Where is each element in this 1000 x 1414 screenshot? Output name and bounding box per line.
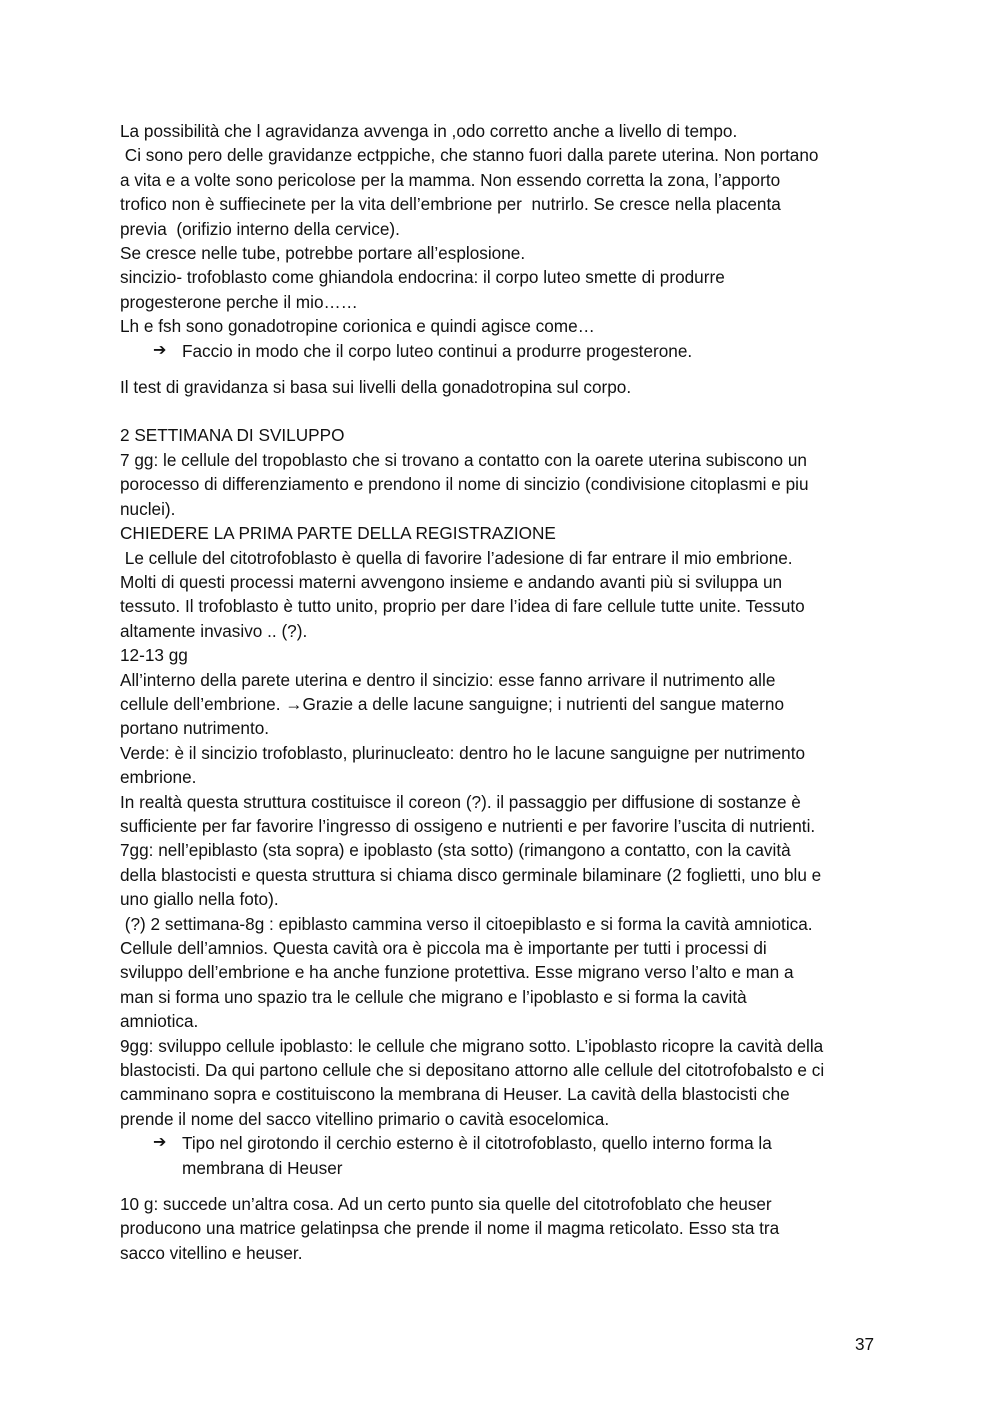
text-line: Lh e fsh sono gonadotropine corionica e quindi agisce come…	[120, 316, 595, 337]
bullet-text: Faccio in modo che il corpo luteo continui a produrre progesterone.	[182, 340, 693, 361]
arrow-bullet-item	[120, 1131, 890, 1180]
text-line: In realtà questa struttura costituisce il coreon (?). il passaggio per diffusione di sostanze è	[120, 791, 801, 812]
text-line: Cellule dell’amnios. Questa cavità ora è piccola ma è importante per tutti i processi di	[120, 938, 767, 958]
text-line: Le cellule del citotrofoblasto è quella di favorire l’adesione di far entrare il mio embrione.	[120, 547, 793, 568]
text-line: altamente invasivo .. (?).	[120, 620, 308, 641]
text-line: Verde: è il sincizio trofoblasto, plurinucleato: dentro ho le lacune sanguigne per nutrimento	[120, 742, 806, 763]
text-line: Molti di questi processi materni avvengono insieme e andando avanti più si sviluppa un	[120, 571, 783, 592]
paragraph-intro	[120, 119, 890, 339]
arrow-right-icon: ➔	[153, 1134, 167, 1152]
text-line: tessuto. Il trofoblasto è tutto unito, proprio per dare l’idea di fare cellule tutte unite. Tessuto	[120, 596, 805, 617]
text-line: 10 g: succede un’altra cosa. Ad un certo punto sia quelle del citotrofoblato che heuser	[120, 1194, 772, 1215]
document-page	[120, 119, 890, 1265]
text-line: 12-13 gg	[120, 645, 188, 666]
text-line: blastocisti. Da qui partono cellule che si depositano attorno alle cellule del citotrofobalsto e ci	[120, 1060, 825, 1081]
text-line: della blastocisti e questa struttura si chiama disco germinale bilaminare (2 foglietti, uno blu e	[120, 864, 822, 885]
section-heading: 2 SETTIMANA DI SVILUPPO	[120, 425, 345, 446]
text-line: Se cresce nelle tube, potrebbe portare all’esplosione.	[120, 243, 526, 264]
text-line: portano nutrimento.	[120, 718, 270, 739]
text-line: 7 gg: le cellule del tropoblasto che si trovano a contatto con la oarete uterina subiscono un	[120, 449, 807, 470]
text-line: CHIEDERE LA PRIMA PARTE DELLA REGISTRAZIONE	[120, 523, 556, 544]
text-line: Ci sono pero delle gravidanze ectppiche, che stanno fuori dalla parete uterina. Non portano	[120, 145, 819, 166]
bullet-text: membrana di Heuser	[182, 1157, 343, 1178]
text-line: Il test di gravidanza si basa sui livelli della gonadotropina sul corpo.	[120, 377, 632, 398]
text-line: progesterone perche il mio……	[120, 291, 358, 312]
text-line: trofico non è suffiecinete per la vita dell’embrione per nutrirlo. Se cresce nella placenta	[120, 194, 781, 215]
arrow-right-icon: ➔	[153, 341, 167, 359]
text-line: prende il nome del sacco vitellino primario o cavità esocelomica.	[120, 1108, 610, 1129]
arrow-bullet-item	[120, 339, 890, 363]
text-line: a vita e a volte sono pericolose per la mamma. Non essendo corretta la zona, l’apporto	[120, 169, 781, 190]
text-line: sincizio- trofoblasto come ghiandola endocrina: il corpo luteo smette di produrre	[120, 267, 725, 288]
text-line: 9gg: sviluppo cellule ipoblasto: le cellule che migrano sotto. L’ipoblasto ricopre la cavità della	[120, 1035, 824, 1056]
text-line: porocesso di differenziamento e prendono il nome di sincizio (condivisione citoplasmi e piu	[120, 474, 809, 495]
text-line: camminano sopra e costituiscono la membrana di Heuser. La cavità della blastocisti che	[120, 1084, 790, 1105]
text-line: previa (orifizio interno della cervice).	[120, 218, 400, 239]
text-line: (?) 2 settimana-8g : epiblasto cammina verso il citoepiblasto e si forma la cavità amniotica.	[120, 913, 813, 934]
page-number: 37	[855, 1334, 875, 1354]
text-line: La possibilità che l agravidanza avvenga in ,odo corretto anche a livello di tempo.	[120, 121, 738, 141]
text-line: sufficiente per far favorire l’ingresso di ossigeno e nutrienti e per favorire l’uscita di nutrienti.	[120, 815, 816, 836]
bullet-text: Tipo nel girotondo il cerchio esterno è il citotrofoblasto, quello interno forma la	[182, 1133, 772, 1154]
text-line: All’interno della parete uterina e dentro il sincizio: esse fanno arrivare il nutrimento alle	[120, 669, 776, 690]
section-second-week	[120, 423, 890, 1131]
text-line: nuclei).	[120, 498, 176, 519]
text-line: cellule dell’embrione. →Grazie a delle lacune sanguigne; i nutrienti del sangue materno	[120, 693, 785, 714]
text-line: embrione.	[120, 767, 197, 788]
paragraph-test	[120, 375, 890, 399]
paragraph-ten-days	[120, 1192, 890, 1265]
text-line: producono una matrice gelatinpsa che prende il nome il magma reticolato. Esso sta tra	[120, 1218, 780, 1239]
text-line: man si forma uno spazio tra le cellule che migrano e l’ipoblasto e si forma la cavità	[120, 986, 747, 1007]
text-line: amniotica.	[120, 1011, 199, 1032]
text-line: sacco vitellino e heuser.	[120, 1242, 303, 1263]
text-line: uno giallo nella foto).	[120, 889, 279, 910]
text-line: 7gg: nell’epiblasto (sta sopra) e ipoblasto (sta sotto) (rimangono a contatto, con la cavità	[120, 840, 791, 861]
text-line: sviluppo dell’embrione e ha anche funzione protettiva. Esse migrano verso l’alto e man a	[120, 962, 794, 983]
